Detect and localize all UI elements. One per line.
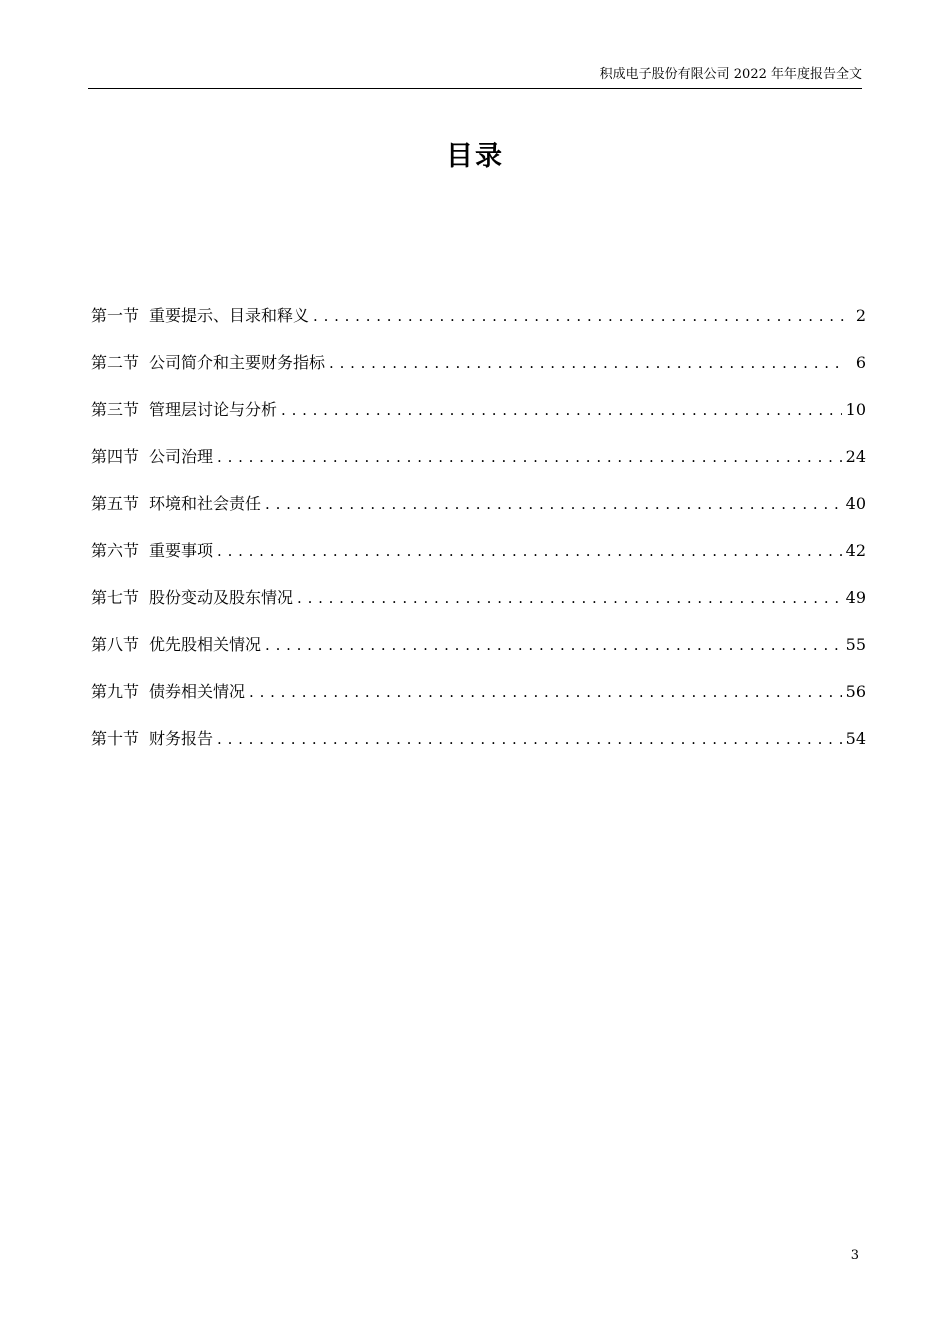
toc-section-title: 财务报告 bbox=[149, 729, 214, 748]
toc-dot-leader bbox=[281, 398, 842, 422]
toc-section-title: 环境和社会责任 bbox=[149, 494, 262, 513]
toc-page-number: 55 bbox=[845, 635, 866, 654]
toc-section-number: 第七节 bbox=[91, 588, 140, 607]
toc-entry[interactable] bbox=[91, 727, 866, 774]
toc-page-number: 2 bbox=[855, 306, 866, 325]
toc-entry[interactable] bbox=[91, 633, 866, 680]
toc-dot-leader bbox=[313, 304, 844, 328]
toc-dot-leader bbox=[265, 492, 842, 516]
table-of-contents bbox=[91, 304, 866, 774]
toc-page-number: 40 bbox=[845, 494, 866, 513]
toc-section-title: 重要事项 bbox=[149, 541, 214, 560]
toc-dot-leader bbox=[217, 727, 842, 751]
toc-section-number: 第九节 bbox=[91, 682, 140, 701]
toc-page-number: 49 bbox=[845, 588, 866, 607]
toc-section-title: 优先股相关情况 bbox=[149, 635, 262, 654]
page-number: 3 bbox=[850, 1248, 859, 1263]
toc-entry[interactable] bbox=[91, 680, 866, 727]
toc-section-number: 第六节 bbox=[91, 541, 140, 560]
toc-dot-leader bbox=[217, 445, 842, 469]
toc-page-number: 10 bbox=[845, 400, 866, 419]
toc-section-number: 第十节 bbox=[91, 729, 140, 748]
toc-entry[interactable] bbox=[91, 539, 866, 586]
toc-page-number: 42 bbox=[845, 541, 866, 560]
toc-entry[interactable] bbox=[91, 492, 866, 539]
toc-page-number: 24 bbox=[845, 447, 866, 466]
page-title: 目录 bbox=[446, 141, 504, 172]
toc-dot-leader bbox=[265, 633, 842, 657]
toc-section-title: 债券相关情况 bbox=[149, 682, 246, 701]
toc-entry[interactable] bbox=[91, 586, 866, 633]
toc-entry[interactable] bbox=[91, 304, 866, 351]
toc-section-title: 股份变动及股东情况 bbox=[149, 588, 294, 607]
toc-section-title: 重要提示、目录和释义 bbox=[149, 306, 310, 325]
toc-section-number: 第四节 bbox=[91, 447, 140, 466]
toc-page-number: 6 bbox=[855, 353, 866, 372]
toc-entry[interactable] bbox=[91, 398, 866, 445]
toc-section-number: 第八节 bbox=[91, 635, 140, 654]
toc-dot-leader bbox=[329, 351, 844, 375]
header-text: 积成电子股份有限公司 2022 年年度报告全文 bbox=[599, 67, 862, 82]
toc-section-number: 第五节 bbox=[91, 494, 140, 513]
toc-entry[interactable] bbox=[91, 445, 866, 492]
toc-dot-leader bbox=[249, 680, 842, 704]
toc-dot-leader bbox=[217, 539, 842, 563]
toc-section-number: 第三节 bbox=[91, 400, 140, 419]
toc-section-title: 公司治理 bbox=[149, 447, 214, 466]
toc-page-number: 54 bbox=[845, 729, 866, 748]
toc-section-title: 管理层讨论与分析 bbox=[149, 400, 278, 419]
toc-section-number: 第二节 bbox=[91, 353, 140, 372]
toc-page-number: 56 bbox=[845, 682, 866, 701]
toc-entry[interactable] bbox=[91, 351, 866, 398]
toc-dot-leader bbox=[297, 586, 842, 610]
toc-section-title: 公司简介和主要财务指标 bbox=[149, 353, 326, 372]
page-header bbox=[88, 66, 862, 89]
toc-section-number: 第一节 bbox=[91, 306, 140, 325]
